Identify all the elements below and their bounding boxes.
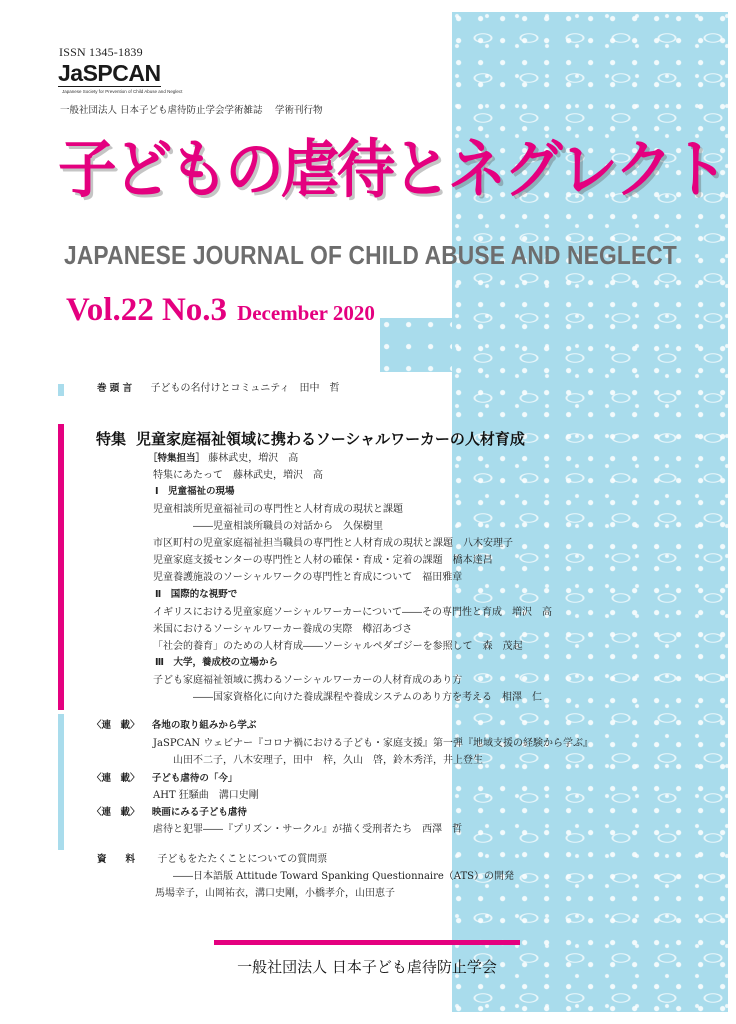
jaspcan-logo: JaSPCAN: [58, 60, 161, 86]
serial-3-title: 映画にみる子ども虐待: [151, 807, 247, 818]
section-1-article-4: 児童養護施設のソーシャルワークの専門性と育成について 福田雅章: [153, 572, 463, 583]
feature-heading: [96, 428, 525, 449]
footer-organization: 一般社団法人 日本子ども虐待防止学会: [237, 958, 497, 976]
serial-2-item: AHT 狂騒曲 溝口史剛: [153, 790, 259, 801]
section-3-article-1-subtitle: ――国家資格化に向けた養成課程や養成システムのあり方を考える 相澤 仁: [193, 692, 542, 703]
section-1-article-1-subtitle: ――児童相談所職員の対話から 久保樹里: [193, 521, 383, 532]
footer-rule: [214, 940, 520, 945]
section-1-heading: Ⅰ 児童福祉の現場: [155, 486, 235, 497]
feature-bar: [58, 424, 64, 710]
section-2-heading: Ⅱ 国際的な視野で: [155, 589, 238, 600]
section-3-article-1: 子ども家庭福祉領域に携わるソーシャルワーカーの人材育成のあり方: [153, 675, 463, 686]
feature-editors-row: [148, 452, 298, 465]
foreword-row: [97, 382, 340, 395]
foreword-text: 子どもの名付けとコミュニティ 田中 哲: [150, 383, 340, 394]
section-1-article-2: 市区町村の児童家庭福祉担当職員の専門性と人材育成の現状と課題 八木安理子: [153, 538, 513, 549]
section-2-article-2: 米国におけるソーシャルワーカー養成の実際 樽沼あづさ: [153, 624, 413, 635]
journal-title-en: JAPANESE JOURNAL OF CHILD ABUSE AND NEGLECT: [64, 240, 677, 270]
serial-1-title: 各地の取り組みから学ぶ: [151, 720, 257, 731]
decorative-pattern-notch: [380, 318, 452, 372]
serial-3-item: 虐待と犯罪――『プリズン・サークル』が描く受刑者たち 西澤 哲: [153, 824, 463, 835]
volume-line: [66, 292, 375, 329]
serial-1-item: JaSPCAN ウェビナー『コロナ禍における子ども・家庭支援』第一弾『地域支援の経験から学ぶ』: [153, 738, 593, 749]
section-2-article-1: イギリスにおける児童家庭ソーシャルワーカーについて――その専門性と育成 増沢 高: [153, 607, 552, 618]
material-authors: 馬場幸子，山岡祐衣，溝口史剛，小橋孝介，山田恵子: [155, 888, 395, 899]
publisher-line: 一般社団法人 日本子ども虐待防止学会学術雑誌 学術刊行物: [60, 105, 323, 116]
logo-subtitle: Japanese Society for Prevention of Child Abuse and Neglect: [62, 89, 183, 94]
material-heading: [97, 853, 327, 866]
serial-3-label: 〈連 載〉: [92, 807, 140, 818]
serial-3-heading: [92, 806, 247, 819]
section-1-article-1: 児童相談所児童福祉司の専門性と人材育成の現状と課題: [153, 504, 403, 515]
feature-label: 特集: [96, 430, 127, 448]
serial-2-title: 子ども虐待の「今」: [151, 773, 238, 784]
serial-1-authors: 山田不二子，八木安理子，田中 梓，久山 啓，鈴木秀洋，井上登生: [173, 755, 483, 766]
material-title: 子どもをたたくことについての質問票: [157, 854, 328, 865]
serial-1-heading: [92, 719, 256, 732]
issn: ISSN 1345-1839: [59, 45, 143, 59]
section-2-article-3: 「社会的養育」のための人材育成――ソーシャルペダゴジーを参照して 森 茂起: [153, 641, 523, 652]
section-1-article-3: 児童家庭支援センターの専門性と人材の確保・育成・定着の課題 橋本達昌: [153, 555, 493, 566]
section-3-heading: Ⅲ 大学，養成校の立場から: [155, 657, 278, 668]
feature-editors-label: ［特集担当］: [148, 453, 206, 464]
feature-editors: 藤林武史，増沢 高: [208, 453, 299, 464]
serial-2-heading: [92, 772, 237, 785]
foreword-label: 巻 頭 言: [97, 383, 133, 394]
issue-date: December 2020: [237, 301, 375, 325]
serial-1-label: 〈連 載〉: [92, 720, 140, 731]
material-subtitle: ――日本語版 Attitude Toward Spanking Questionnaire（ATS）の開発: [173, 871, 515, 882]
foreword-bar: [58, 384, 64, 396]
feature-title: 児童家庭福祉領域に携わるソーシャルワーカーの人材育成: [136, 430, 525, 448]
serial-bar: [58, 714, 64, 850]
journal-title-ja: 子どもの虐待とネグレクト: [58, 133, 726, 206]
volume-number: Vol.22 No.3: [66, 292, 228, 328]
material-label: 資 料: [97, 854, 136, 865]
serial-2-label: 〈連 載〉: [92, 773, 140, 784]
feature-intro: 特集にあたって 藤林武史，増沢 高: [153, 470, 323, 481]
